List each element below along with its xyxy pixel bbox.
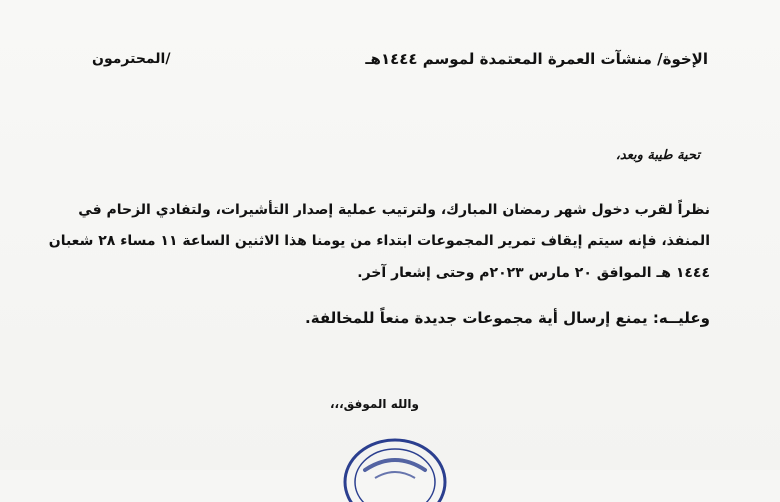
letter-closing: والله الموفق،،، — [330, 397, 419, 411]
paragraph-line-1: نظراً لقرب دخول شهر رمضان المبارك، ولترتيب عملية إصدار التأشيرات، ولتفادي الزحام في — [78, 202, 710, 218]
letter-respected: /المحترمون — [92, 51, 171, 67]
letter-therefore: وعليــه: يمنع إرسال أية مجموعات جديدة منعاً للمخالفة. — [305, 309, 710, 327]
letter-greeting: تحية طيبة وبعد، — [615, 148, 700, 163]
letter-addressee: الإخوة/ منشآت العمرة المعتمدة لموسم ١٤٤٤هـ — [365, 50, 708, 68]
official-seal-icon — [340, 432, 450, 502]
paragraph-line-3: ١٤٤٤ هـ الموافق ٢٠ مارس ٢٠٢٣م وحتى إشعار آخر. — [357, 265, 710, 281]
paragraph-line-2: المنفذ، فإنه سيتم إيقاف تمرير المجموعات ابتداء من يومنا هذا الاثنين الساعة ١١ مساء ٢٨ شعبان — [48, 233, 710, 249]
